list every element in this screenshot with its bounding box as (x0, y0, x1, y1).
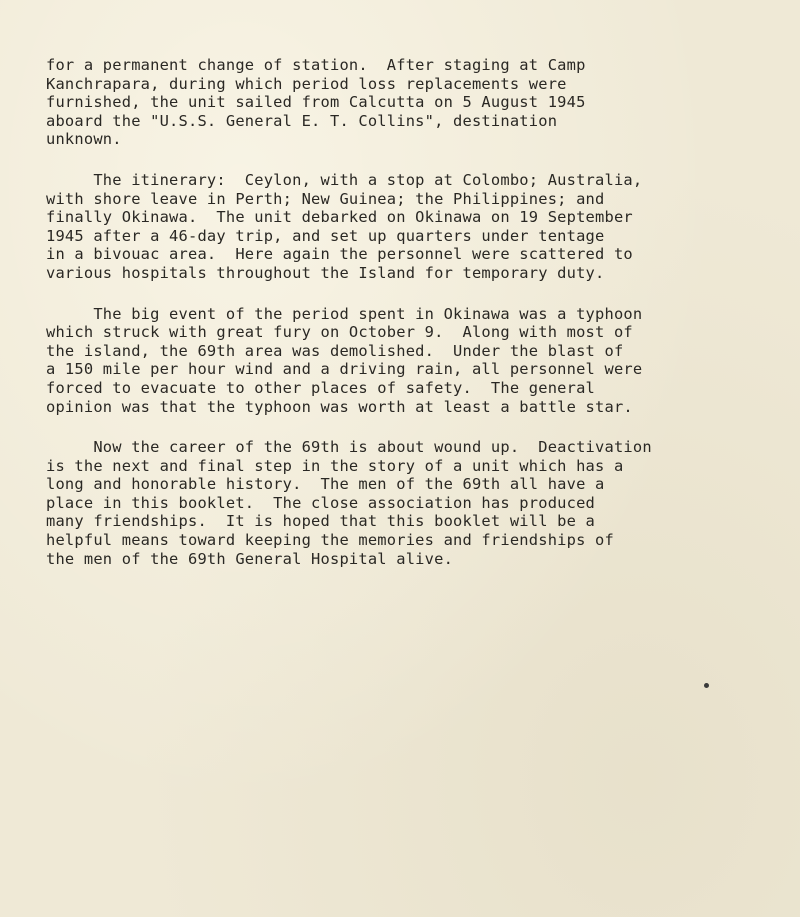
text-line: the island, the 69th area was demolished. Under the blast of (46, 341, 624, 360)
text-line: place in this booklet. The close association has produced (46, 493, 596, 512)
text-line: many friendships. It is hoped that this booklet will be a (46, 512, 596, 531)
text-line: is the next and final step in the story of a unit which has a (46, 456, 624, 475)
text-line: a 150 mile per hour wind and a driving rain, all personnel were (46, 360, 643, 379)
text-line: Now the career of the 69th is about wound up. Deactivation (46, 438, 652, 457)
text-line: the men of the 69th General Hospital alive. (46, 549, 454, 568)
text-line: in a bivouac area. Here again the personnel were scattered to (46, 245, 633, 264)
paragraph-3 (46, 305, 786, 417)
text-line: forced to evacuate to other places of safety. The general (46, 378, 596, 397)
text-line: finally Okinawa. The unit debarked on Okinawa on 19 September (46, 208, 633, 227)
paragraph-4 (46, 438, 786, 568)
text-line: various hospitals throughout the Island for temporary duty. (46, 263, 605, 282)
text-line: The itinerary: Ceylon, with a stop at Colombo; Australia, (46, 170, 643, 189)
paragraph-1 (46, 56, 786, 149)
text-line: Kanchrapara, during which period loss replacements were (46, 74, 567, 93)
text-line: for a permanent change of station. After staging at Camp (46, 56, 586, 74)
text-line: aboard the "U.S.S. General E. T. Collins", destination (46, 111, 558, 130)
text-line: helpful means toward keeping the memories and friendships of (46, 531, 614, 550)
text-line: unknown. (46, 130, 122, 149)
text-line: 1945 after a 46-day trip, and set up quarters under tentage (46, 226, 605, 245)
ink-spot-mark (704, 683, 709, 688)
text-line: opinion was that the typhoon was worth at least a battle star. (46, 397, 633, 416)
paragraph-2 (46, 171, 786, 283)
text-line: with shore leave in Perth; New Guinea; the Philippines; and (46, 189, 605, 208)
text-line: furnished, the unit sailed from Calcutta on 5 August 1945 (46, 93, 586, 112)
text-line: which struck with great fury on October 9. Along with most of (46, 323, 633, 342)
text-line: long and honorable history. The men of the 69th all have a (46, 475, 605, 494)
text-line: The big event of the period spent in Okinawa was a typhoon (46, 304, 643, 323)
typed-text-body (46, 56, 786, 590)
